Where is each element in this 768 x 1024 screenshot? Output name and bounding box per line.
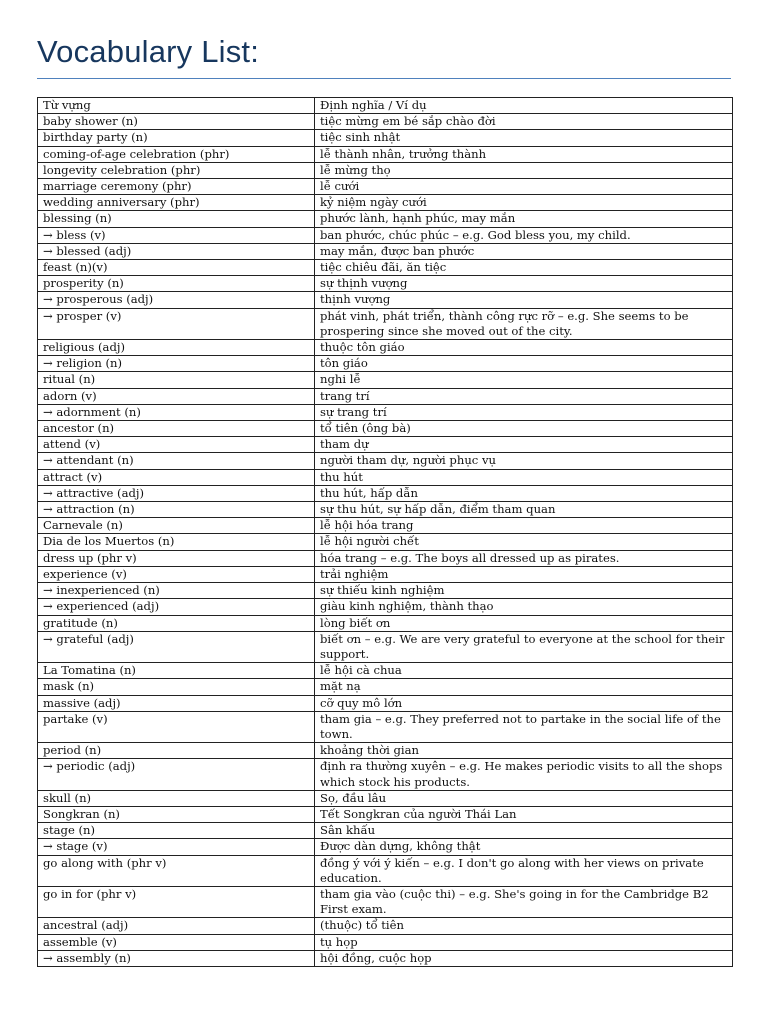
- table-row: [38, 340, 733, 356]
- term-cell: La Tomatina (n): [38, 663, 315, 679]
- term-cell: mask (n): [38, 679, 315, 695]
- table-row: [38, 195, 733, 211]
- definition-cell: sự thiếu kinh nghiệm: [315, 583, 733, 599]
- term-cell: → assembly (n): [38, 950, 315, 966]
- definition-cell: lễ mừng thọ: [315, 162, 733, 178]
- term-cell: go along with (phr v): [38, 855, 315, 886]
- table-row: [38, 227, 733, 243]
- table-row: [38, 855, 733, 886]
- term-cell: → blessed (adj): [38, 243, 315, 259]
- definition-cell: (thuộc) tổ tiên: [315, 918, 733, 934]
- term-cell: → stage (v): [38, 839, 315, 855]
- definition-cell: tụ họp: [315, 934, 733, 950]
- table-row: [38, 404, 733, 420]
- table-row: [38, 372, 733, 388]
- definition-cell: tham gia vào (cuộc thi) – e.g. She's going in for the Cambridge B2 First exam.: [315, 886, 733, 917]
- term-cell: feast (n)(v): [38, 260, 315, 276]
- term-cell: skull (n): [38, 790, 315, 806]
- table-row: [38, 950, 733, 966]
- definition-cell: giàu kinh nghiệm, thành thạo: [315, 599, 733, 615]
- definition-cell: lễ cưới: [315, 179, 733, 195]
- table-row: [38, 534, 733, 550]
- definition-cell: tham dự: [315, 437, 733, 453]
- term-cell: → adornment (n): [38, 404, 315, 420]
- definition-cell: hóa trang – e.g. The boys all dressed up as pirates.: [315, 550, 733, 566]
- term-cell: dress up (phr v): [38, 550, 315, 566]
- definition-cell: người tham dự, người phục vụ: [315, 453, 733, 469]
- table-row: [38, 421, 733, 437]
- definition-cell: biết ơn – e.g. We are very grateful to everyone at the school for their support.: [315, 631, 733, 662]
- table-row: [38, 292, 733, 308]
- table-row: [38, 356, 733, 372]
- table-row: [38, 599, 733, 615]
- term-cell: → experienced (adj): [38, 599, 315, 615]
- table-row: [38, 502, 733, 518]
- definition-cell: sự trang trí: [315, 404, 733, 420]
- vocabulary-table: [37, 97, 733, 967]
- definition-cell: tiệc sinh nhật: [315, 130, 733, 146]
- definition-cell: tôn giáo: [315, 356, 733, 372]
- term-cell: prosperity (n): [38, 276, 315, 292]
- term-cell: → religion (n): [38, 356, 315, 372]
- term-cell: → inexperienced (n): [38, 583, 315, 599]
- definition-cell: mặt nạ: [315, 679, 733, 695]
- term-cell: → grateful (adj): [38, 631, 315, 662]
- definition-cell: may mắn, được ban phước: [315, 243, 733, 259]
- term-cell: massive (adj): [38, 695, 315, 711]
- definition-cell: trải nghiệm: [315, 566, 733, 582]
- table-row: [38, 934, 733, 950]
- definition-cell: cỡ quy mô lớn: [315, 695, 733, 711]
- table-row: [38, 308, 733, 339]
- term-cell: blessing (n): [38, 211, 315, 227]
- term-cell: stage (n): [38, 823, 315, 839]
- term-cell: ancestor (n): [38, 421, 315, 437]
- definition-cell: phát vinh, phát triển, thành công rực rỡ – e.g. She seems to be prospering since she moved out of the city.: [315, 308, 733, 339]
- term-cell: religious (adj): [38, 340, 315, 356]
- definition-cell: Được dàn dựng, không thật: [315, 839, 733, 855]
- definition-cell: tổ tiên (ông bà): [315, 421, 733, 437]
- table-row: [38, 260, 733, 276]
- term-cell: gratitude (n): [38, 615, 315, 631]
- term-cell: go in for (phr v): [38, 886, 315, 917]
- term-cell: → periodic (adj): [38, 759, 315, 790]
- definition-cell: Tết Songkran của người Thái Lan: [315, 806, 733, 822]
- term-cell: Carnevale (n): [38, 518, 315, 534]
- term-cell: baby shower (n): [38, 114, 315, 130]
- definition-cell: sự thu hút, sự hấp dẫn, điểm tham quan: [315, 502, 733, 518]
- definition-cell: khoảng thời gian: [315, 743, 733, 759]
- definition-cell: thịnh vượng: [315, 292, 733, 308]
- table-row: [38, 790, 733, 806]
- table-row: [38, 886, 733, 917]
- table-row: [38, 839, 733, 855]
- definition-cell: thuộc tôn giáo: [315, 340, 733, 356]
- definition-cell: hội đồng, cuộc họp: [315, 950, 733, 966]
- definition-cell: thu hút: [315, 469, 733, 485]
- table-row: [38, 759, 733, 790]
- term-cell: longevity celebration (phr): [38, 162, 315, 178]
- definition-cell: lòng biết ơn: [315, 615, 733, 631]
- definition-cell: sự thịnh vượng: [315, 276, 733, 292]
- term-cell: → attractive (adj): [38, 485, 315, 501]
- term-cell: birthday party (n): [38, 130, 315, 146]
- table-row: [38, 615, 733, 631]
- table-row: [38, 146, 733, 162]
- definition-cell: trang trí: [315, 388, 733, 404]
- term-cell: ancestral (adj): [38, 918, 315, 934]
- definition-cell: Sọ, đầu lâu: [315, 790, 733, 806]
- definition-cell: đồng ý với ý kiến – e.g. I don't go along with her views on private education.: [315, 855, 733, 886]
- table-row: [38, 566, 733, 582]
- term-cell: Dia de los Muertos (n): [38, 534, 315, 550]
- definition-cell: lễ hội cà chua: [315, 663, 733, 679]
- term-cell: → prosper (v): [38, 308, 315, 339]
- table-row: [38, 437, 733, 453]
- table-row: [38, 550, 733, 566]
- definition-cell: Sân khấu: [315, 823, 733, 839]
- term-cell: → prosperous (adj): [38, 292, 315, 308]
- table-row: [38, 918, 733, 934]
- definition-cell: lễ hội người chết: [315, 534, 733, 550]
- table-row: [38, 453, 733, 469]
- definition-cell: ban phước, chúc phúc – e.g. God bless you, my child.: [315, 227, 733, 243]
- table-row: [38, 695, 733, 711]
- term-cell: attract (v): [38, 469, 315, 485]
- term-cell: assemble (v): [38, 934, 315, 950]
- table-row: [38, 469, 733, 485]
- definition-cell: lễ hội hóa trang: [315, 518, 733, 534]
- definition-cell: nghi lễ: [315, 372, 733, 388]
- term-cell: adorn (v): [38, 388, 315, 404]
- table-row: [38, 823, 733, 839]
- table-row: [38, 211, 733, 227]
- table-row: [38, 743, 733, 759]
- table-row: [38, 679, 733, 695]
- table-row: [38, 114, 733, 130]
- definition-cell: lễ thành nhân, trưởng thành: [315, 146, 733, 162]
- term-cell: ritual (n): [38, 372, 315, 388]
- header-definition: Định nghĩa / Ví dụ: [315, 98, 733, 114]
- table-row: [38, 711, 733, 742]
- term-cell: attend (v): [38, 437, 315, 453]
- table-row: [38, 130, 733, 146]
- table-row: [38, 806, 733, 822]
- table-row: [38, 663, 733, 679]
- term-cell: → attendant (n): [38, 453, 315, 469]
- term-cell: → attraction (n): [38, 502, 315, 518]
- page-title: Vocabulary List:: [37, 34, 260, 69]
- definition-cell: kỷ niệm ngày cưới: [315, 195, 733, 211]
- definition-cell: định ra thường xuyên – e.g. He makes periodic visits to all the shops which stock his products.: [315, 759, 733, 790]
- term-cell: → bless (v): [38, 227, 315, 243]
- table-row: [38, 243, 733, 259]
- table-row: [38, 276, 733, 292]
- definition-cell: tiệc chiêu đãi, ăn tiệc: [315, 260, 733, 276]
- header-term: Từ vựng: [38, 98, 315, 114]
- term-cell: wedding anniversary (phr): [38, 195, 315, 211]
- term-cell: partake (v): [38, 711, 315, 742]
- table-row: [38, 179, 733, 195]
- table-row: [38, 162, 733, 178]
- title-underline: [37, 78, 731, 79]
- table-row: [38, 583, 733, 599]
- table-row: [38, 388, 733, 404]
- definition-cell: phước lành, hạnh phúc, may mắn: [315, 211, 733, 227]
- table-row: [38, 485, 733, 501]
- term-cell: coming-of-age celebration (phr): [38, 146, 315, 162]
- term-cell: Songkran (n): [38, 806, 315, 822]
- definition-cell: thu hút, hấp dẫn: [315, 485, 733, 501]
- term-cell: marriage ceremony (phr): [38, 179, 315, 195]
- definition-cell: tham gia – e.g. They preferred not to partake in the social life of the town.: [315, 711, 733, 742]
- term-cell: experience (v): [38, 566, 315, 582]
- definition-cell: tiệc mừng em bé sắp chào đời: [315, 114, 733, 130]
- table-row: [38, 631, 733, 662]
- table-row: [38, 518, 733, 534]
- term-cell: period (n): [38, 743, 315, 759]
- table-header-row: [38, 98, 733, 114]
